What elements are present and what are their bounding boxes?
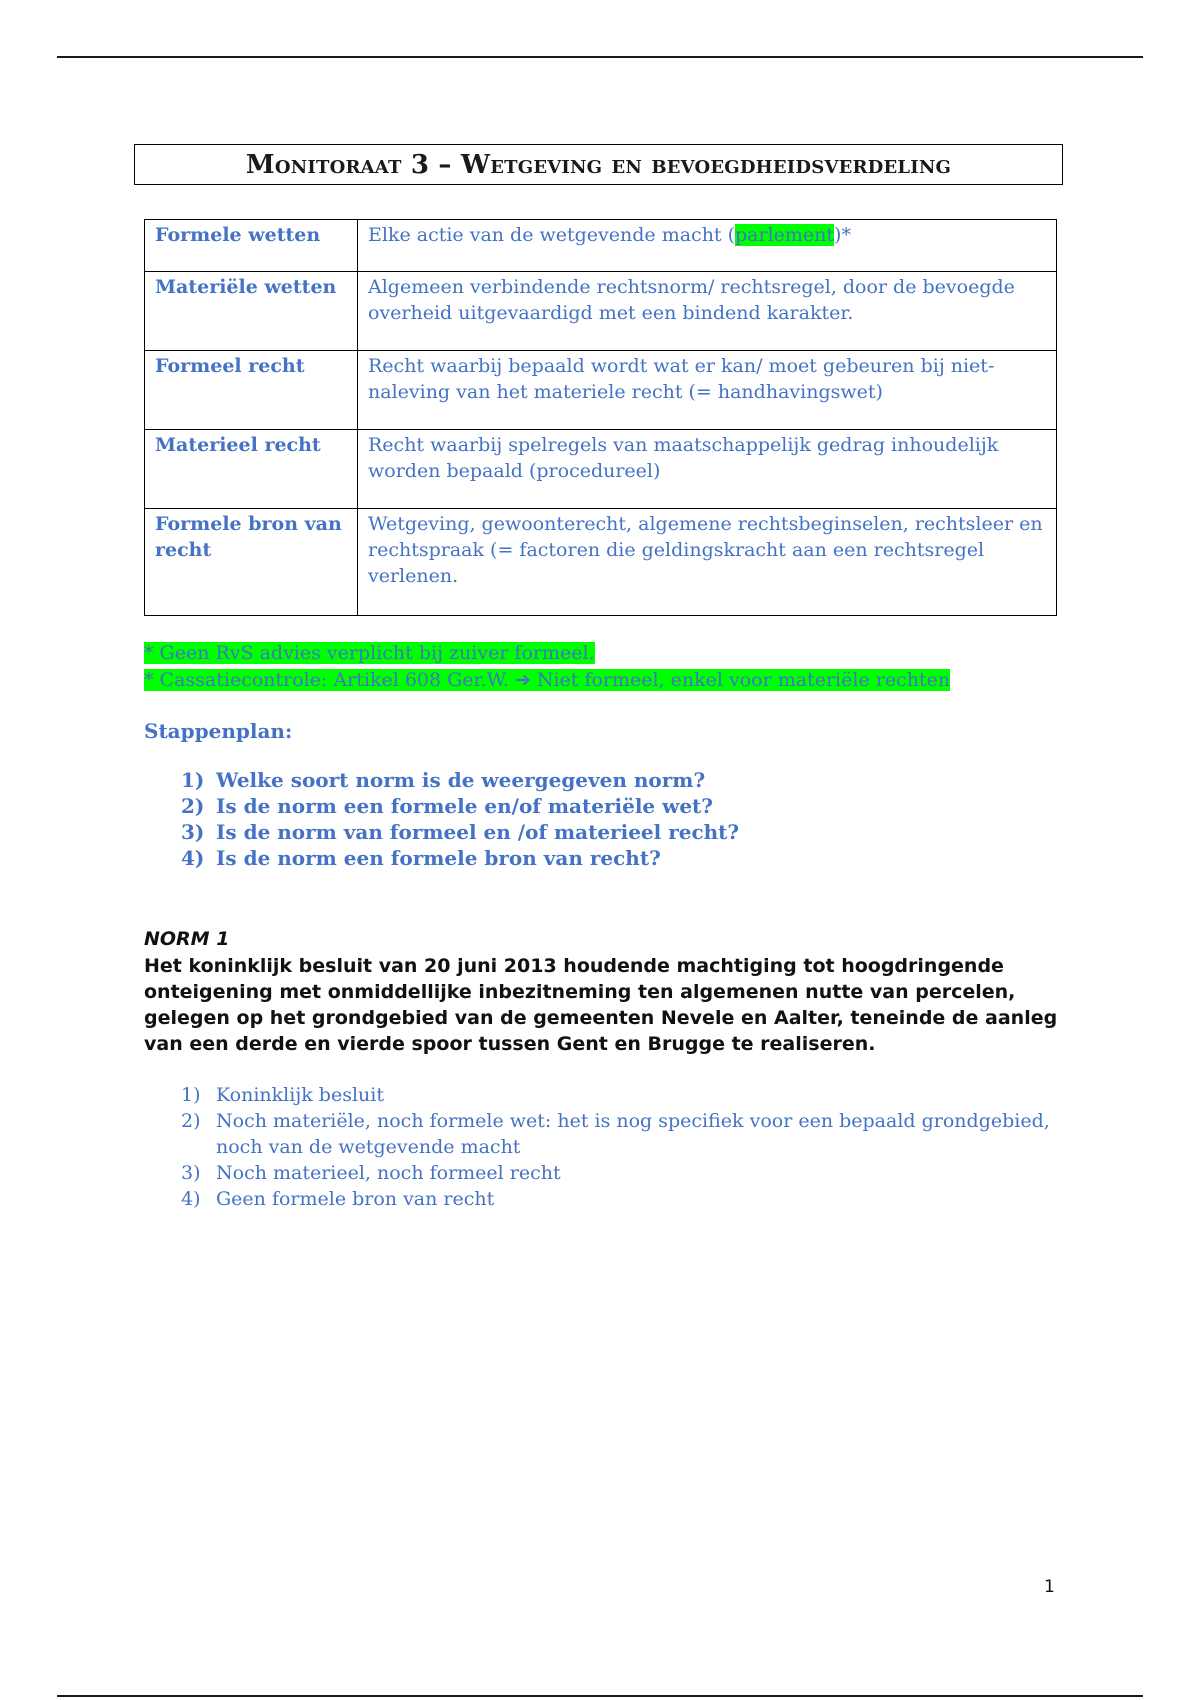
definition-text: )* — [834, 224, 851, 246]
term-cell: Materieel recht — [145, 430, 358, 509]
list-text: Is de norm van formeel en /of materieel recht? — [216, 820, 740, 844]
definition-cell: Recht waarbij bepaald wordt wat er kan/ moet gebeuren bij niet-naleving van het materiele recht (= handhavingswet) — [358, 351, 1057, 430]
definition-cell: Recht waarbij spelregels van maatschappelijk gedrag inhoudelijk worden bepaald (procedureel) — [358, 430, 1057, 509]
stappenplan-list — [181, 767, 739, 871]
page-number: 1 — [1044, 1577, 1055, 1597]
highlighted-word: parlement — [735, 224, 835, 246]
definition-cell: Algemeen verbindende rechtsnorm/ rechtsregel, door de bevoegde overheid uitgevaardigd met een bindend karakter. — [358, 272, 1057, 351]
list-number: 4) — [181, 1188, 201, 1210]
term-cell: Materiële wetten — [145, 272, 358, 351]
table-row — [145, 351, 1057, 430]
list-number: 2) — [181, 1110, 201, 1132]
highlighted-notes — [144, 640, 950, 694]
definition-text: Elke actie van de wetgevende macht ( — [368, 224, 736, 246]
term-cell: Formeel recht — [145, 351, 358, 430]
note-rvs: * Geen RvS advies verplicht bij zuiver formeel. — [144, 642, 595, 664]
stappenplan-heading: Stappenplan: — [144, 719, 293, 743]
title-box — [134, 144, 1063, 185]
list-item — [181, 767, 739, 793]
list-text: Is de norm een formele en/of materiële wet? — [216, 794, 714, 818]
list-number: 1) — [181, 1084, 201, 1106]
list-text: Noch materiële, noch formele wet: het is nog specifiek voor een bepaald grondgebied, noch van de wetgevende macht — [216, 1110, 1050, 1158]
list-item — [181, 1186, 1061, 1212]
list-number: 3) — [181, 820, 205, 844]
footer-rule — [57, 1695, 1143, 1697]
list-text: Welke soort norm is de weergegeven norm? — [216, 768, 706, 792]
norm-text: Het koninklijk besluit van 20 juni 2013 houdende machtiging tot hoogdringende onteigening met onmiddellijke inbezitneming ten algemenen nutte van percelen, gelegen op het grondgebied van de gemeenten Nevele en Aalter, teneinde de aanleg van een derde en vierde spoor tussen Gent en Brugge te realiseren. — [144, 955, 1058, 1055]
list-item — [181, 845, 739, 871]
list-text: Geen formele bron van recht — [216, 1188, 495, 1210]
definitions-table — [144, 219, 1057, 616]
norm-label: NORM 1 — [144, 928, 230, 950]
list-number: 4) — [181, 846, 205, 870]
table-row — [145, 220, 1057, 272]
table-row — [145, 272, 1057, 351]
page-title: Monitoraat 3 – Wetgeving en bevoegdheidsverdeling — [245, 149, 952, 180]
table-row — [145, 430, 1057, 509]
definition-cell: Wetgeving, gewoonterecht, algemene rechtsbeginselen, rechtsleer en rechtspraak (= factoren die geldingskracht aan een rechtsregel verlenen. — [358, 509, 1057, 616]
list-text: Noch materieel, noch formeel recht — [216, 1162, 561, 1184]
list-text: Koninklijk besluit — [216, 1084, 384, 1106]
table-row — [145, 509, 1057, 616]
term-cell: Formele wetten — [145, 220, 358, 272]
list-text: Is de norm een formele bron van recht? — [216, 846, 661, 870]
list-item — [181, 1160, 1061, 1186]
list-number: 1) — [181, 768, 205, 792]
definition-cell — [358, 220, 1057, 272]
header-rule — [57, 56, 1143, 58]
list-number: 2) — [181, 794, 205, 818]
list-item — [181, 793, 739, 819]
note-cassatie: * Cassatiecontrole: Artikel 608 Ger.W. ➔ Niet formeel, enkel voor materiële rechten — [144, 669, 951, 691]
list-item — [181, 819, 739, 845]
norm-answers-list — [181, 1082, 1061, 1212]
list-item — [181, 1108, 1061, 1160]
list-number: 3) — [181, 1162, 201, 1184]
term-cell: Formele bron van recht — [145, 509, 358, 616]
list-item — [181, 1082, 1061, 1108]
